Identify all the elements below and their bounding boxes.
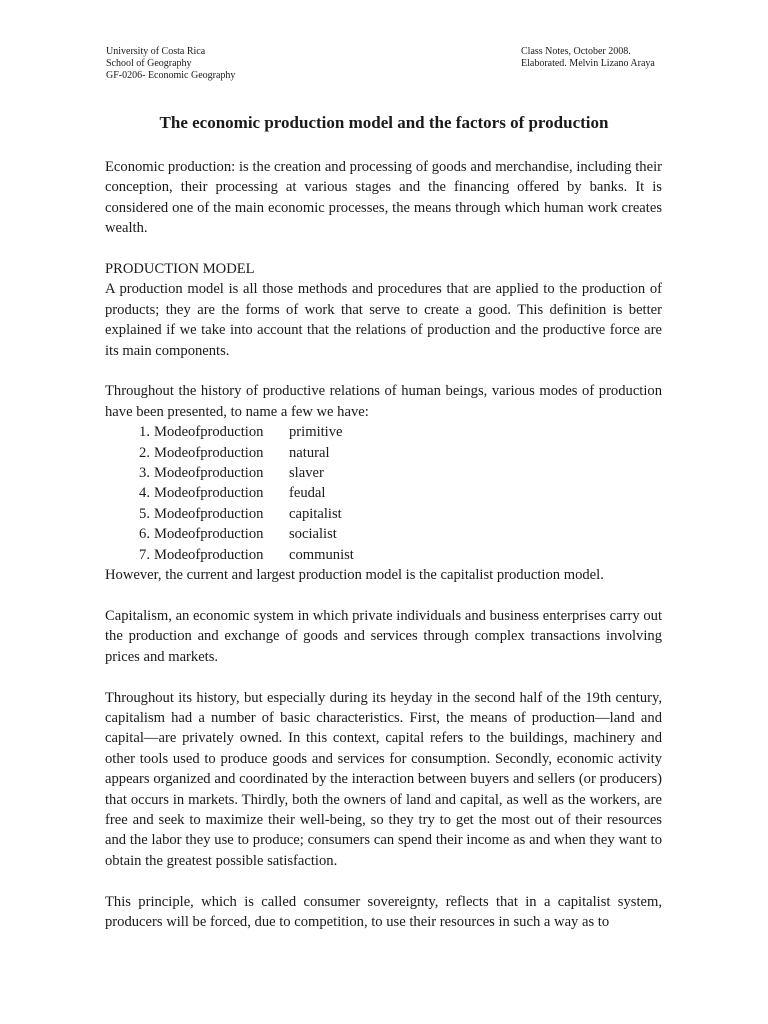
document-body <box>105 157 662 953</box>
list-term: Modeofproduction <box>154 526 264 543</box>
header-university: University of Costa Rica <box>106 46 206 57</box>
list-item <box>105 504 662 524</box>
paragraph-history: Throughout the history of productive relations of human beings, various modes of production have been presented, to name a few we have: <box>105 383 662 420</box>
header-left <box>106 46 235 82</box>
list-number: 1. <box>139 424 150 441</box>
paragraph-capitalist-model: However, the current and largest production model is the capitalist production model. <box>105 567 604 584</box>
header-date: Class Notes, October 2008. <box>521 46 631 57</box>
list-term: Modeofproduction <box>154 546 264 563</box>
list-value: socialist <box>289 526 337 543</box>
page-title: The economic production model and the factors of production <box>159 113 609 132</box>
list-term: Modeofproduction <box>154 424 264 441</box>
list-number: 7. <box>139 546 150 563</box>
list-value: capitalist <box>289 505 342 522</box>
list-value: feudal <box>289 485 326 502</box>
list-number: 6. <box>139 526 150 543</box>
paragraph-economic-production: Economic production: is the creation and processing of goods and merchandise, including their conception, their processing at various stages and the financing offered by banks. It is considered one of the main economic processes, the means through which human work creates wealth. <box>105 159 662 237</box>
list-item <box>105 463 662 483</box>
paragraph-capitalism-definition: Capitalism, an economic system in which private individuals and business enterprises carry out the production and exchange of goods and services through complex transactions involving prices and markets. <box>105 607 662 665</box>
list-item <box>105 483 662 503</box>
list-value: natural <box>289 444 330 461</box>
list-value: primitive <box>289 424 343 441</box>
header-author: Elaborated. Melvin Lizano Araya <box>521 58 655 69</box>
list-item <box>105 545 662 565</box>
list-value: communist <box>289 546 354 563</box>
list-item <box>105 443 662 463</box>
list-term: Modeofproduction <box>154 444 264 461</box>
list-item <box>105 524 662 544</box>
list-term: Modeofproduction <box>154 465 264 482</box>
list-term: Modeofproduction <box>154 485 264 502</box>
list-number: 3. <box>139 465 150 482</box>
list-value: slaver <box>289 465 324 482</box>
header-course: GF-0206- Economic Geography <box>106 70 236 81</box>
paragraph-capitalism-history: Throughout its history, but especially during its heyday in the second half of the 19th century, capitalism had a number of basic characteristics. First, the means of production—land and capital—are privately owned. In this context, capital refers to the buildings, machinery and other tools used to produce goods and services for consumption. Secondly, economic activity appears organized and coordinated by the interaction between buyers and sellers (or producers) that occurs in markets. Thirdly, both the owners of land and capital, as well as the workers, are free and seek to maximize their well-being, so they try to get the most out of their resources and the labor they use to produce; consumers can spend their income as and when they want to obtain the greatest possible satisfaction. <box>105 689 662 869</box>
modes-list <box>105 422 662 565</box>
header-right <box>521 46 655 70</box>
list-number: 2. <box>139 444 150 461</box>
section-heading-production-model: PRODUCTION MODEL <box>105 261 255 278</box>
list-number: 5. <box>139 505 150 522</box>
paragraph-consumer-sovereignty: This principle, which is called consumer sovereignty, reflects that in a capitalist system, producers will be forced, due to competition, to use their resources in such a way as to <box>105 893 662 930</box>
list-number: 4. <box>139 485 150 502</box>
paragraph-production-model: A production model is all those methods and procedures that are applied to the production of products; they are the forms of work that serve to create a good. This definition is better explained if we take into account that the relations of production and the productive force are its main components. <box>105 281 662 359</box>
list-item <box>105 422 662 442</box>
header-school: School of Geography <box>106 58 192 69</box>
list-term: Modeofproduction <box>154 505 264 522</box>
